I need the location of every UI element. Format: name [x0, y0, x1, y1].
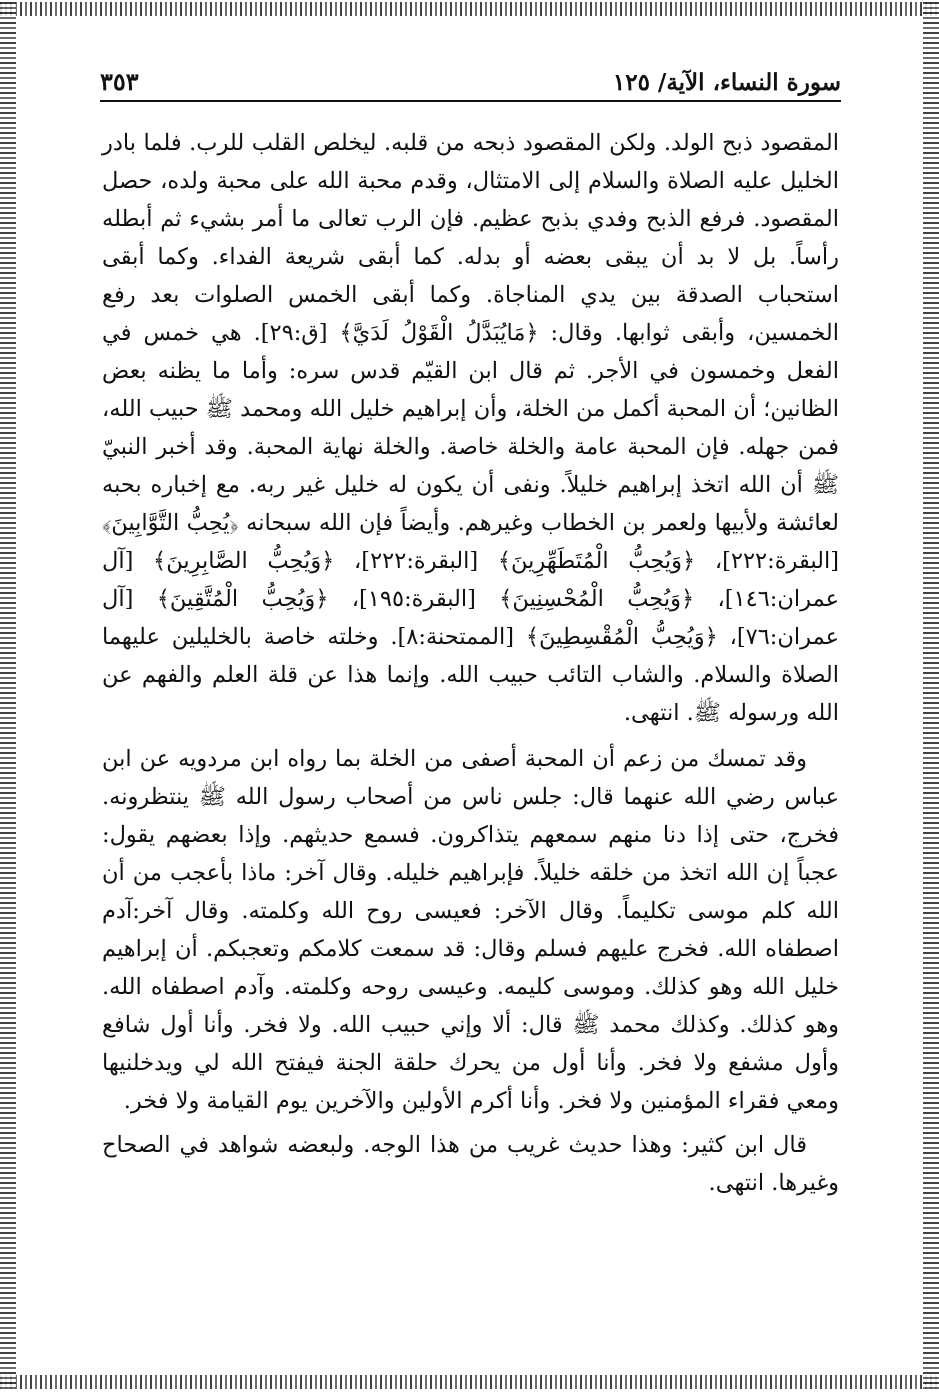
paragraph-1: المقصود ذبح الولد. ولكن المقصود ذبحه من قلبه. ليخلص القلب للرب. فلما بادر الخليل عليه الصلاة والسلام إلى الامتثال، وقدم محبة الله على محبة ولده، حصل المقصود. فرفع الذبح وفدي بذبح عظيم. فإن الرب تعالى ما أمر بشيء ثم أبطله رأساً. بل لا بد أن يبقى بعضه أو بدله. كما أبقى شريعة الفداء. وكما أبقى استحباب الصدقة بين يدي المناجاة. وكما أبقى الخمس الصلوات بعد رفع الخمسين، وأبقى ثوابها. وقال: ﴿مَايُبَدَّلُ الْقَوْلُ لَدَيَّ﴾ [ق:٢٩]. هي خمس في الفعل وخمسون في الأجر. ثم قال ابن القيّم قدس سره: وأما ما يظنه بعض الظانين؛ أن المحبة أكمل من الخلة، وأن إبراهيم خليل الله ومحمد ﷺ حبيب الله، فمن جهله. فإن المحبة عامة والخلة خاصة. والخلة نهاية المحبة. وقد أخبر النبيّ ﷺ أن الله اتخذ إبراهيم خليلاً. ونفى أن يكون له خليل غير ربه. مع إخباره بحبه لعائشة ولأبيها ولعمر بن الخطاب وغيرهم. وأيضاً فإن الله سبحانه ﴿يُحِبُّ التَّوَّابِينَ﴾ [البقرة:٢٢٢]، ﴿وَيُحِبُّ الْمُتَطَهِّرِينَ﴾ [البقرة:٢٢٢]، ﴿وَيُحِبُّ الصَّابِرِينَ﴾ [آل عمران:١٤٦]، ﴿وَيُحِبُّ الْمُحْسِنِينَ﴾ [البقرة:١٩٥]، ﴿وَيُحِبُّ الْمُتَّقِينَ﴾ [آل عمران:٧٦]، ﴿وَيُحِبُّ الْمُقْسِطِينَ﴾ [الممتحنة:٨]. وخلته خاصة بالخليلين عليهما الصلاة والسلام. والشاب التائب حبيب الله. وإنما هذا عن قلة العلم والفهم عن الله ورسوله ﷺ. انتهى.: [102, 130, 839, 726]
page-number: ٣٥٣: [100, 67, 139, 96]
page-header: [100, 60, 841, 102]
decorative-border-right: [923, 2, 939, 1389]
paragraph-3: قال ابن كثير: وهذا حديث غريب من هذا الوجه. ولبعضه شواهد في الصحاح وغيرها. انتهى.: [102, 1132, 839, 1196]
decorative-border-left: [0, 2, 16, 1389]
paragraph-2: وقد تمسك من زعم أن المحبة أصفى من الخلة بما رواه ابن مردويه عن ابن عباس رضي الله عنهما قال: جلس ناس من أصحاب رسول الله ﷺ ينتظرونه. فخرج، حتى إذا دنا منهم سمعهم يتذاكرون. فسمع حديثهم. وإذا بعضهم يقول: عجباً إن الله اتخذ من خلقه خليلاً. فإبراهيم خليله. وقال آخر: ماذا بأعجب من أن الله كلم موسى تكليماً. وقال الآخر: فعيسى روح الله وكلمته. وقال آخر:آدم اصطفاه الله. فخرج عليهم فسلم وقال: قد سمعت كلامكم وتعجبكم. أن إبراهيم خليل الله وهو كذلك. وموسى كليمه. وعيسى روحه وكلمته. وآدم اصطفاه الله. وهو كذلك. وكذلك محمد ﷺ قال: ألا وإني حبيب الله. ولا فخر. وأنا أول شافع وأول مشفع ولا فخر. وأنا أول من يحرك حلقة الجنة فيفتح الله لي ويدخلنيها ومعي فقراء المؤمنين ولا فخر. وأنا أكرم الأولين والآخرين يوم القيامة ولا فخر.: [102, 746, 840, 1114]
decorative-border-bottom: [0, 1375, 939, 1389]
running-title: سورة النساء، الآية/ ١٢٥: [612, 69, 841, 96]
decorative-border-top: [0, 2, 939, 16]
page-body: [102, 124, 839, 1255]
